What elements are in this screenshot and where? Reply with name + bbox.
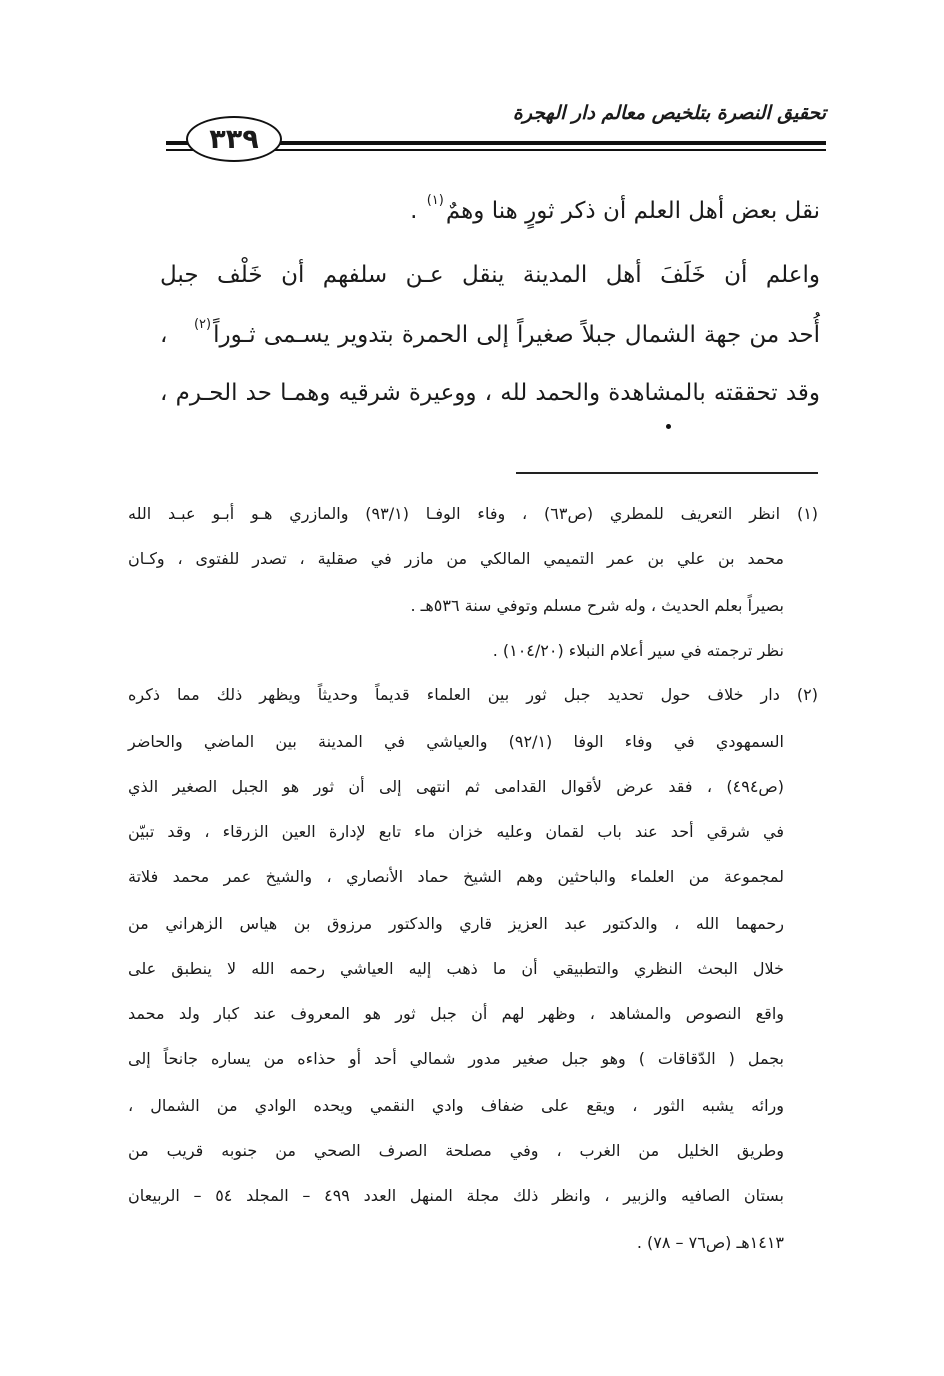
footnote-2-line-11: [128, 1141, 784, 1160]
main-line-3-end: ،: [160, 322, 168, 348]
footnote-2-text-9: بجمل ( الدّقاقات ) وهو جبل صغير مدور شمالي أحد أو حذاءه من يساره جانحاً إلى: [128, 1049, 784, 1068]
footnote-2-line-2: [128, 732, 784, 751]
footnote-1-line-2: [128, 549, 784, 568]
footnote-2-line-7: [128, 959, 784, 978]
footnote-2-text-2: السمهودي في وفاء الوفا (٩٢/١) والعياشي في المدينة بين الماضي والحاضر: [128, 732, 784, 751]
main-line-2-text: واعلم أن خَلَفَ أهل المدينة ينقل عـن سلفهم أن خَلْف جبل: [160, 262, 820, 288]
footnote-2-line-6: [128, 914, 784, 933]
footnote-2-text-3: (ص٤٩٤) ، فقد عرض لأقوال القدامى ثم انتهى إلى أن ثور هو الجبل الصغير الذي: [128, 777, 784, 796]
footnote-2-line-4: [128, 822, 784, 841]
footnote-2-text-10: ورائه يشبه الثور ، ويقع على ضفاف وادي النقمي ويحده الوادي من الشمال ،: [128, 1096, 784, 1115]
footnote-separator: [516, 472, 818, 474]
main-line-4-text: وقد تحققته بالمشاهدة والحمد لله ، ووعيرة شرقيه وهمـا حد الحـرم ،: [160, 380, 820, 406]
footnote-2-line-12: [128, 1186, 784, 1205]
header-rule-thick: [198, 141, 826, 145]
footnote-2-line-13: [128, 1233, 784, 1252]
footnote-1-text-3: بصيراً بعلم الحديث ، وله شرح مسلم وتوفي سنة ٥٣٦هـ .: [410, 596, 784, 615]
footnote-2-text-12: بستان الصافيه والزبير ، وانظر ذلك مجلة المنهل العدد ٤٩٩ – المجلد ٥٤ – الربيعان: [128, 1186, 785, 1205]
footnote-2-line-3: [128, 777, 784, 796]
footnote-2-line-9: [128, 1049, 784, 1068]
footnote-2-text-5: لمجموعة من العلماء والباحثين وهم الشيخ حماد الأنصاري ، والشيخ عمر محمد فلاتة: [128, 867, 784, 886]
footnote-2-line-5: [128, 867, 784, 886]
footnote-2-text-1: دار خلاف حول تحديد جبل ثور بين العلماء قديماً وحديثاً ويظهر ذلك مما ذكره: [128, 685, 780, 704]
main-line-1-text: نقل بعض أهل العلم أن ذكر ثورٍ هنا وهمٌ: [445, 198, 820, 224]
main-line-1-end: .: [410, 198, 418, 224]
footnote-1-line-1: [128, 504, 818, 523]
footnote-ref-2: (٢): [193, 317, 212, 332]
footnote-1-text-2: محمد بن علي بن عمر التميمي المالكي من مازر في صقلية ، تصدر للفتوى ، وكـان: [128, 549, 784, 568]
footnote-1-line-4: [128, 641, 784, 660]
header-rule-thin: [198, 149, 826, 151]
footnote-1-text-4: نظر ترجمته في سير أعلام النبلاء (١٠٤/٢٠) .: [492, 641, 784, 660]
footnote-2-line-8: [128, 1004, 784, 1023]
footnote-1-marker: (١): [796, 504, 819, 523]
footnote-2-text-6: رحمهما الله ، والدكتور عبد العزيز قاري والدكتور مرزوق بن هياس الزهراني من: [128, 914, 784, 933]
paragraph-dot: [666, 424, 671, 429]
footnote-2-line-1: [128, 685, 818, 704]
footnote-2-text-7: خلال البحث النظري والتطبيقي أن ما ذهب إليه العياشي رحمه الله لا ينطبق على: [128, 959, 784, 978]
page-number-badge: [186, 116, 282, 162]
running-title: تحقيق النصرة بتلخيص معالم دار الهجرة: [512, 102, 826, 124]
main-line-3-text: أُحد من جهة الشمال جبلاً صغيراً إلى الحمرة بتدوير يسـمى ثـوراً: [213, 322, 821, 348]
footnote-1-line-3: [128, 596, 784, 615]
footnote-2-text-13: ١٤١٣هـ (ص٧٦ – ٧٨) .: [636, 1233, 784, 1252]
footnote-2-line-10: [128, 1096, 784, 1115]
main-line-4: [160, 380, 820, 406]
footnote-2-text-8: واقع النصوص والمشاهد ، وظهر لهم أن جبل ثور هو المعروف عند كبار ولد محمد: [128, 1004, 784, 1023]
main-line-1: [160, 193, 820, 224]
footnote-ref-1: (١): [426, 193, 444, 208]
footnote-2-text-4: في شرقي أحد عند باب لقمان وعليه خزان ماء تابع لإدارة العين الزرقاء ، وقد تبيّن: [128, 822, 784, 841]
main-line-2: [160, 262, 820, 288]
footnote-1-text-1: انظر التعريف للمطري (ص٦٣) ، وفاء الوفـا (٩٣/١) والمازري هـو أبـو عبـد الله: [128, 504, 781, 523]
main-line-3: [160, 317, 821, 348]
footnote-2-marker: (٢): [796, 685, 818, 704]
footnote-2-text-11: وطريق الخليل من الغرب ، وفي مصلحة الصرف الصحي من جنوبه قريب من: [128, 1141, 784, 1160]
page-number: ٣٣٩: [209, 123, 259, 155]
